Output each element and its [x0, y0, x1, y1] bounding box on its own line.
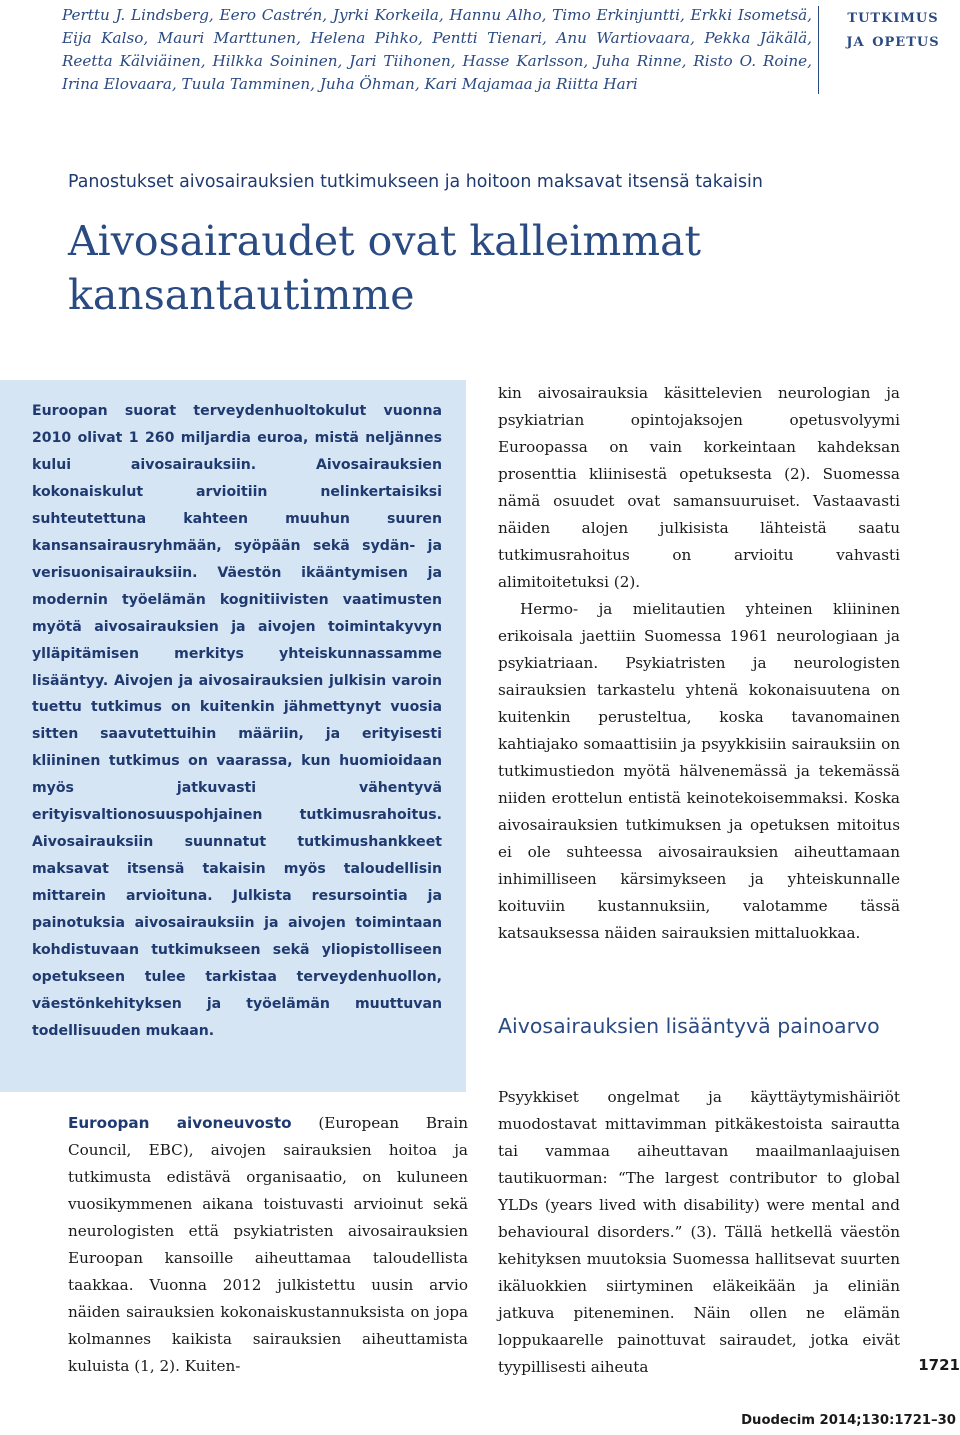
right-paragraph-2: Hermo- ja mielitautien yhteinen kliininen erikoisala jaettiin Suomessa 1961 neurologiaan ja psykiatriaan. Psykiatristen ja neurologisten sairauksien tarkastelu yhtenä kokonaisuutena on kuitenkin perusteltua, koska tavanomainen kahtiajako somaattisiin ja psyykkisiin sairauksiin on tutkimustiedon myötä hälvenemässä ja tekemässä niiden erottelun entistä keinotekoisemmaksi. Koska aivosairauksien tutkimuksen ja opetuksen mitoitus ei ole suhteessa aivosairauksien aiheuttamaan inhimilliseen kärsimykseen ja yhteiskunnalle koituviin kustannuksiin, valotamme tässä katsauksessa näiden sairauksien mittaluokkaa.	[498, 600, 900, 942]
article-kicker: Panostukset aivosairauksien tutkimukseen ja hoitoon maksavat itsensä takaisin	[68, 172, 763, 192]
journal-citation: Duodecim 2014;130:1721–30	[741, 1413, 956, 1428]
header-divider	[818, 6, 819, 94]
intro-text: (European Brain Council, EBC), aivojen sairauksien hoitoa ja tutkimusta edistävä organisaatio, on kuluneen vuosikymmenen aikana toistuvasti arvioinut sekä neurologisten että psykiatristen aivosairauksien Euroopan kansoille aiheuttamaa taloudellista taakkaa. Vuonna 2012 julkistettu uusin arvio näiden sairauksien kokonaiskustannuksista on jopa kolmannes kaikista sairauksien aiheuttamista kuluista (1, 2). Kuiten-	[68, 1114, 469, 1375]
intro-paragraph	[68, 1110, 468, 1380]
author-list: Perttu J. Lindsberg, Eero Castrén, Jyrki Korkeila, Hannu Alho, Timo Erkinjuntti, Erkki Isometsä, Eija Kalso, Mauri Marttunen, Helena Pihko, Pentti Tienari, Anu Wartiovaara, Pekka Jäkälä, Reetta Kälviäinen, Hilkka Soininen, Jari Tiihonen, Hasse Karlsson, Juha Rinne, Risto O. Roine, Irina Elovaara, Tuula Tamminen, Juha Öhman, Kari Majamaa ja Riitta Hari	[62, 6, 812, 93]
section-subheading: Aivosairauksien lisääntyvä painoarvo	[498, 1014, 880, 1038]
right-paragraph-3: Psyykkiset ongelmat ja käyttäytymishäiriöt muodostavat mittavimman pitkäkestoista sairautta tai vammaa aiheuttavan maailmanlaajuisen tautikuorman: “The largest contributor to global YLDs (years lived with disability) were mental and behavioural disorders.” (3). Tällä hetkellä väestön kehityksen muutoksia Suomessa hallitsevat suurten ikäluokkien siirtyminen eläkeikään ja eliniän jatkuva piteneminen. Näin ollen ne elämän loppukaarelle painottuvat sairaudet, jotka eivät tyypillisesti aiheuta	[498, 1088, 900, 1376]
abstract-text: Euroopan suorat terveydenhuoltokulut vuonna 2010 olivat 1 260 miljardia euroa, mistä neljännes kului aivosairauksiin. Aivosairauksien kokonaiskulut arvioitiin nelinkertaisiksi suhteutettuna kahteen muuhun suuren kansansairausryhmään, syöpään sekä sydän- ja verisuonisairauksiin. Väestön ikääntymisen ja modernin työelämän kognitiivisten vaatimusten myötä aivosairauksien ja aivojen toimintakyvyn ylläpitämisen merkitys yhteiskunnassamme lisääntyy. Aivojen ja aivosairauksien julkisin varoin tuettu tutkimus on kuitenkin jähmettynyt vuosia sitten saavutettuihin määriin, ja erityisesti kliininen tutkimus on vaarassa, kun huomioidaan myös jatkuvasti vähentyvä erityisvaltionosuuspohjainen tutkimusrahoitus. Aivosairauksiin suunnatut tutkimushankkeet maksavat itsensä takaisin myös taloudellisin mittarein arvioituna. Julkista resursointia ja painotuksia aivosairauksiin ja aivojen toimintaan kohdistuvaan tutkimukseen sekä yliopistolliseen opetukseen tulee tarkistaa terveydenhuollon, väestönkehityksen ja työelämän muuttuvan todellisuuden mukaan.	[32, 403, 442, 1039]
right-paragraph-1: kin aivosairauksia käsittelevien neurologian ja psykiatrian opintojaksojen opetusvolyymi Euroopassa on vain korkeintaan kahdeksan prosenttia kliinisestä opetuksesta (2). Suomessa nämä osuudet ovat samansuuruiset. Vastaavasti näiden alojen julkisista lähteistä saatu tutkimusrahoitus on arvioitu vahvasti alimitoitetuksi (2).	[498, 384, 900, 591]
intro-lead: Euroopan aivoneuvosto	[68, 1114, 292, 1132]
section-tag-line2: ja opetus	[846, 29, 940, 51]
right-column-top	[498, 380, 900, 947]
title-line1: Aivosairaudet ovat kalleimmat	[68, 217, 701, 265]
article-title	[68, 214, 948, 322]
section-tag-line1: tutkimus	[847, 5, 939, 27]
title-line2: kansantautimme	[68, 271, 415, 319]
page-number: 1721	[918, 1356, 960, 1374]
section-tag	[826, 4, 960, 52]
